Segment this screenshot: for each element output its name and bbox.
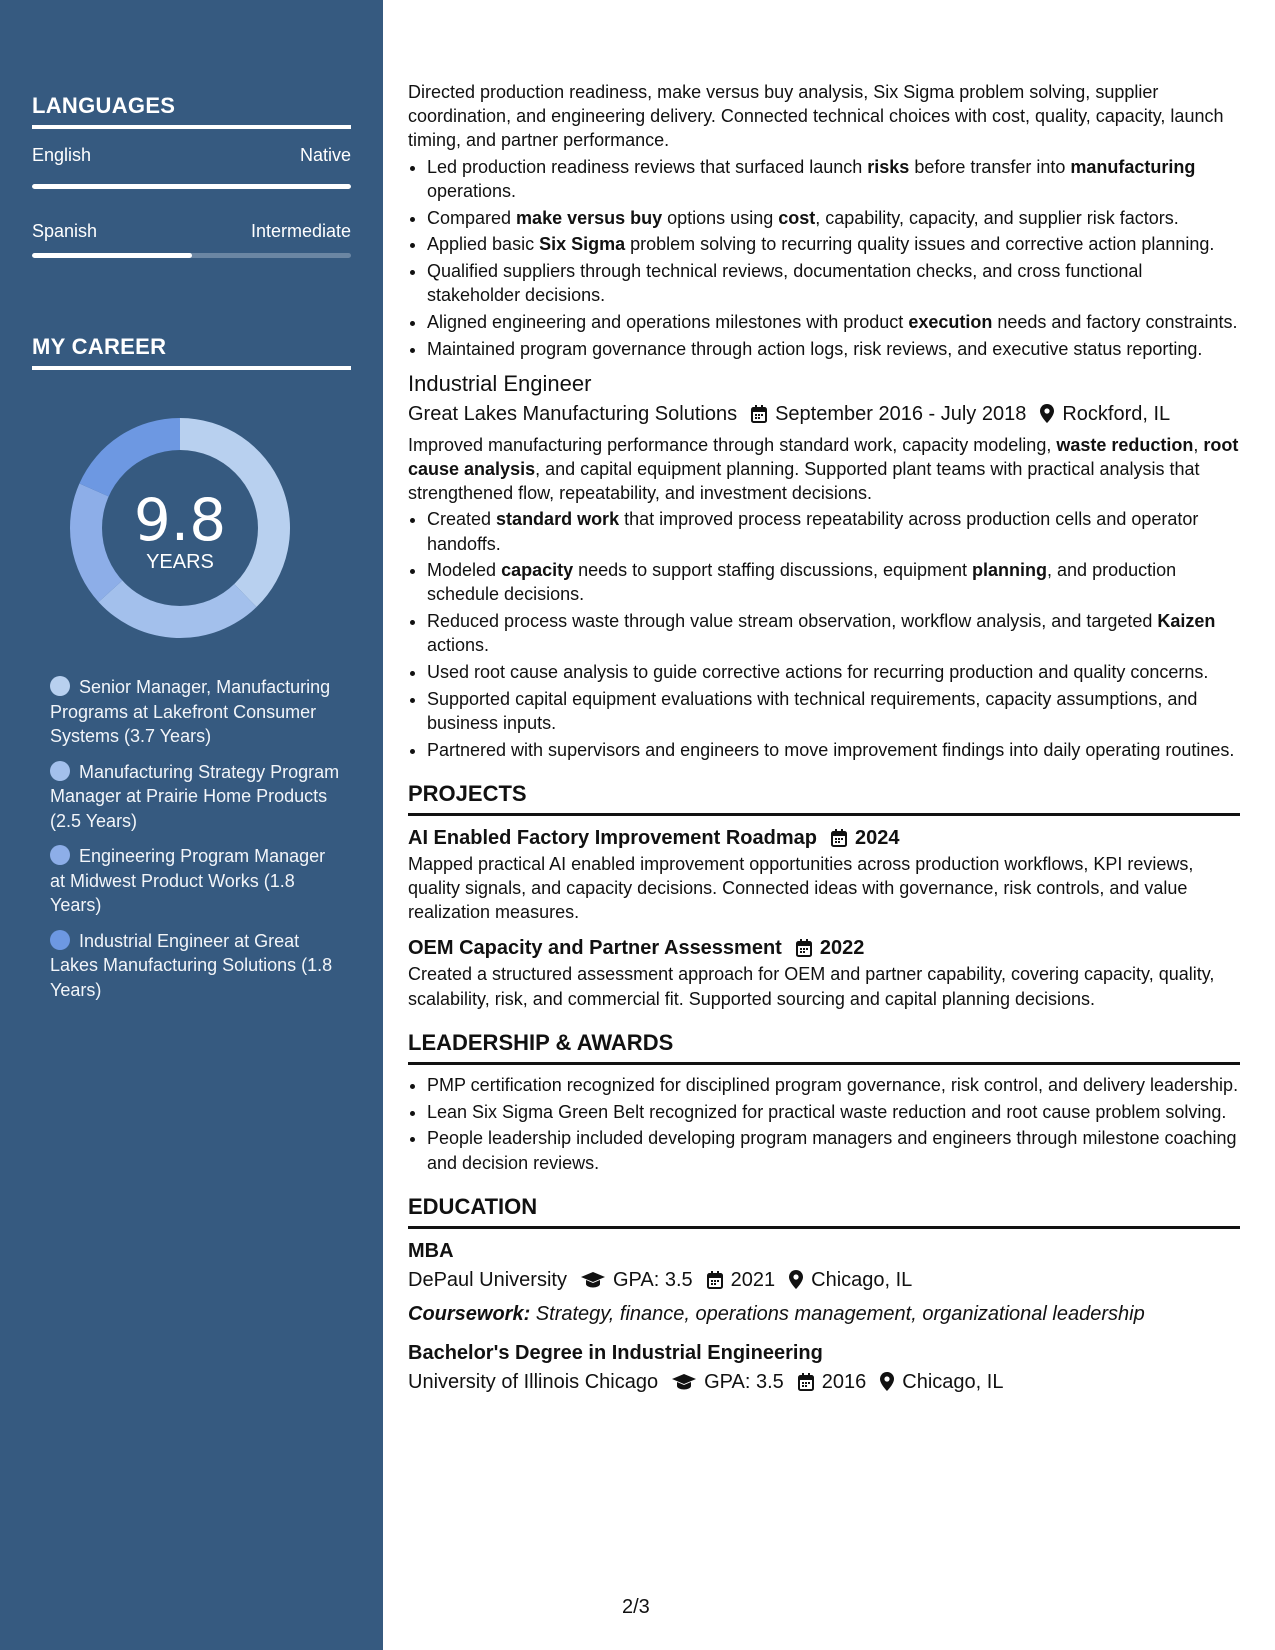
graduation-year: 2016: [821, 1370, 867, 1393]
project-description: Created a structured assessment approach for OEM and partner capability, covering capacity, quality, scalability, risk, and commercial fit. Supported sourcing and capital planning decisions.: [408, 964, 1215, 1009]
leadership-heading: LEADERSHIP & AWARDS: [408, 1029, 1240, 1065]
language-proficiency-fill: [32, 184, 351, 189]
languages-heading: LANGUAGES: [32, 93, 351, 129]
sidebar: [0, 0, 383, 1650]
school-name: University of Illinois Chicago: [408, 1370, 659, 1393]
career-legend-text: Engineering Program Manager at Midwest Product Works (1.8 Years): [50, 846, 326, 915]
calendar-icon: [751, 405, 767, 423]
main-content: [408, 80, 1240, 1401]
job-summary: Improved manufacturing performance through standard work, capacity modeling, waste reduction, root cause analysis, and capital equipment planning. Supported plant teams with practical analysis that strengthened flow, repeatability, and investment decisions.: [408, 434, 1239, 504]
page-number: 2/3: [622, 1596, 650, 1618]
coursework: [408, 1299, 1240, 1329]
career-donut-chart: [66, 414, 294, 642]
career-legend-text: Manufacturing Strategy Program Manager at Prairie Home Products (2.5 Years): [50, 761, 340, 831]
calendar-icon: [831, 829, 847, 847]
map-pin-icon: [880, 1372, 894, 1391]
job-bullet: • Aligned engineering and operations milestones with product execution needs and factory constraints.: [427, 310, 1240, 334]
job-bullet: • Led production readiness reviews that surfaced launch risks before transfer into manufacturing operations.: [427, 155, 1240, 203]
degree-title: MBA: [408, 1239, 454, 1262]
map-pin-icon: [1040, 404, 1054, 423]
job-bullet: • Used root cause analysis to guide corrective actions for recurring production and quality concerns.: [427, 660, 1240, 684]
calendar-icon: [796, 939, 812, 957]
leadership-bullet: • People leadership included developing program managers and engineers through milestone coaching and decision reviews.: [427, 1126, 1240, 1174]
job-bullet: • Modeled capacity needs to support staffing discussions, equipment planning, and production schedule decisions.: [427, 558, 1240, 606]
job-meta: [408, 399, 1240, 429]
career-legend: [50, 675, 340, 1013]
education-heading: EDUCATION: [408, 1193, 1240, 1229]
map-pin-icon: [789, 1270, 803, 1289]
career-legend-text: Industrial Engineer at Great Lakes Manufacturing Solutions (1.8 Years): [50, 930, 333, 1000]
school-name: DePaul University: [408, 1268, 567, 1291]
calendar-icon: [707, 1271, 723, 1289]
language-proficiency-fill: [32, 253, 192, 258]
job-summary: Directed production readiness, make versus buy analysis, Six Sigma problem solving, supplier coordination, and engineering delivery. Connected technical choices with cost, quality, capacity, launch timing, and partner performance.: [408, 82, 1224, 151]
language-row: [32, 221, 351, 242]
career-legend-item: [50, 844, 340, 918]
gpa: GPA: 3.5: [612, 1268, 693, 1291]
leadership-bullets: [408, 1073, 1240, 1175]
job-bullet: • Reduced process waste through value stream observation, workflow analysis, and targeted Kaizen actions.: [427, 609, 1240, 657]
language-name: English: [32, 145, 92, 165]
language-row: [32, 145, 351, 166]
job-bullets: [408, 507, 1240, 762]
graduation-cap-icon: [672, 1374, 696, 1390]
language-level: Native: [299, 145, 351, 165]
language-proficiency-bar: [32, 253, 351, 258]
graduation-cap-icon: [581, 1272, 605, 1288]
legend-dot-icon: [50, 930, 70, 950]
degree-title: Bachelor's Degree in Industrial Engineering: [408, 1341, 823, 1364]
job-bullet: • Created standard work that improved process repeatability across production cells and operator handoffs.: [427, 507, 1240, 555]
school-location: Chicago, IL: [811, 1268, 913, 1291]
coursework-text: Strategy, finance, operations management, organizational leadership: [530, 1302, 1145, 1325]
job-bullets: [408, 155, 1240, 361]
language-name: Spanish: [32, 221, 98, 241]
coursework-label: Coursework:: [408, 1302, 531, 1325]
job-location: Rockford, IL: [1062, 402, 1171, 425]
legend-dot-icon: [50, 845, 70, 865]
project-title-row: [408, 824, 1240, 852]
total-years-label: YEARS: [146, 551, 214, 573]
project-title-row: [408, 934, 1240, 962]
total-years-value: 9.8: [133, 486, 227, 554]
legend-dot-icon: [50, 761, 70, 781]
job-title: Industrial Engineer: [408, 370, 592, 396]
career-legend-item: [50, 929, 340, 1003]
job-bullet: • Applied basic Six Sigma problem solving to recurring quality issues and corrective action planning.: [427, 232, 1240, 256]
career-legend-text: Senior Manager, Manufacturing Programs at Lakefront Consumer Systems (3.7 Years): [50, 677, 331, 746]
project-year: 2022: [819, 937, 865, 960]
legend-dot-icon: [50, 676, 70, 696]
company-name: Great Lakes Manufacturing Solutions: [408, 402, 738, 425]
education-meta: [408, 1367, 1240, 1397]
leadership-bullet: • PMP certification recognized for disciplined program governance, risk control, and delivery leadership.: [427, 1073, 1240, 1097]
career-legend-item: [50, 760, 340, 834]
job-bullet: • Partnered with supervisors and engineers to move improvement findings into daily operating routines.: [427, 738, 1240, 762]
language-level: Intermediate: [250, 221, 351, 241]
school-location: Chicago, IL: [902, 1370, 1004, 1393]
career-heading: MY CAREER: [32, 334, 351, 370]
projects-heading: PROJECTS: [408, 780, 1240, 816]
project-description: Mapped practical AI enabled improvement opportunities across production workflows, KPI reviews, quality signals, and capacity decisions. Connected ideas with governance, risk controls, and value realization measures.: [408, 853, 1194, 923]
career-legend-item: [50, 675, 340, 749]
job-bullet: • Maintained program governance through action logs, risk reviews, and executive status reporting.: [427, 337, 1240, 361]
job-bullet: • Qualified suppliers through technical reviews, documentation checks, and cross functional stakeholder decisions.: [427, 259, 1240, 307]
job-bullet: • Supported capital equipment evaluations with technical requirements, capacity assumptions, and business inputs.: [427, 687, 1240, 735]
gpa: GPA: 3.5: [704, 1370, 784, 1393]
graduation-year: 2021: [730, 1268, 776, 1291]
project-title: OEM Capacity and Partner Assessment: [408, 937, 782, 960]
project-year: 2024: [854, 826, 900, 849]
job-dates: September 2016 - July 2018: [775, 402, 1027, 425]
leadership-bullet: • Lean Six Sigma Green Belt recognized for practical waste reduction and root cause problem solving.: [427, 1100, 1240, 1124]
project-title: AI Enabled Factory Improvement Roadmap: [408, 826, 817, 849]
education-meta: [408, 1265, 1240, 1295]
calendar-icon: [798, 1373, 814, 1391]
language-proficiency-bar: [32, 184, 351, 189]
job-bullet: • Compared make versus buy options using cost, capability, capacity, and supplier risk factors.: [427, 206, 1240, 230]
